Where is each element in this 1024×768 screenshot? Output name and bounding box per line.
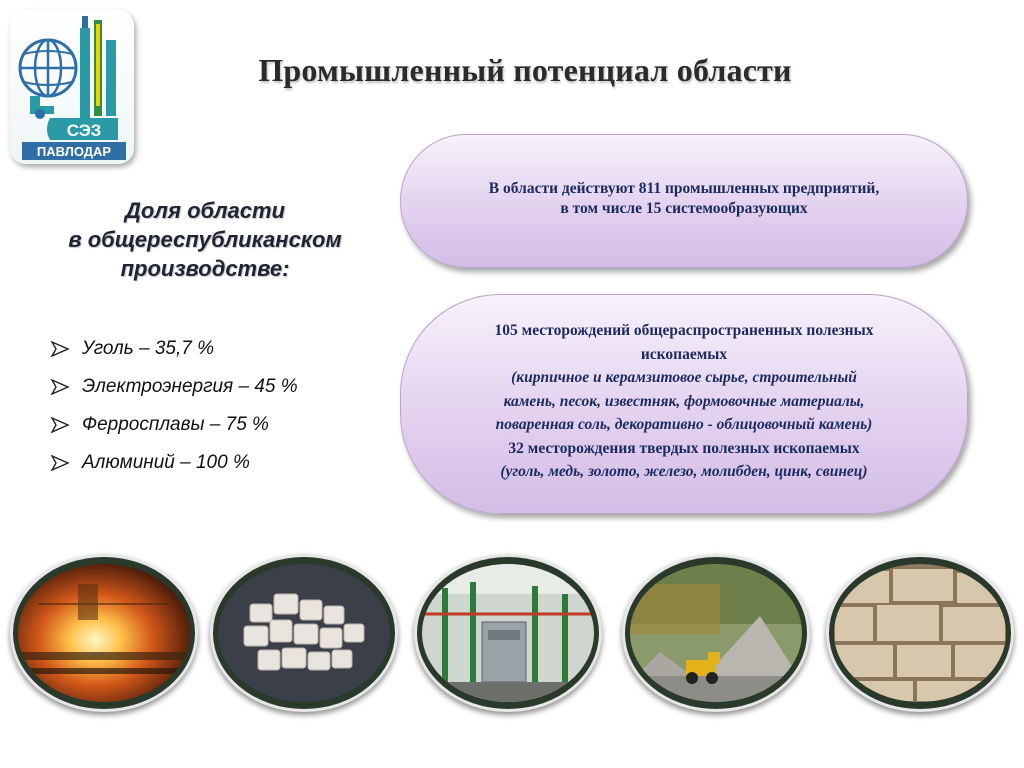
gravel-loader-photo [622,554,810,712]
molten-metal-photo [10,554,198,712]
logo-emblem-icon [10,10,134,164]
salt-crystals-image [218,564,390,702]
deposits-callout [400,294,968,514]
share-list [50,330,298,482]
list-item [50,406,298,444]
enterprises-callout [400,134,968,268]
share-item-label: Алюминий – 100 % [82,452,250,473]
deposits-text-line: 32 месторождения твердых полезных ископаемых [508,439,860,457]
gravel-loader-image [630,564,802,702]
salt-crystals-photo [210,554,398,712]
share-item-label: Электроэнергия – 45 % [82,376,298,397]
share-heading-line: в общереспубликанском [68,227,342,252]
deposits-text-line: поваренная соль, декоративно - облицовочный камень) [495,416,873,433]
slide-title: Промышленный потенциал области [258,52,792,88]
deposits-text-line: камень, песок, известняк, формовочные материалы, [503,392,865,410]
arrowhead-bullet-icon [50,341,72,357]
enterprises-text-line: В области действуют 811 промышленных предприятий, [488,180,880,197]
list-item [50,444,298,482]
share-item-label: Ферросплавы – 75 % [82,414,269,435]
list-item [50,368,298,406]
industrial-plant-photo [414,554,602,712]
deposits-text-line: ископаемых [640,345,728,363]
industrial-plant-image [422,564,594,702]
molten-metal-image [18,564,190,702]
share-heading-line: производстве: [120,256,290,281]
list-item [50,330,298,368]
arrowhead-bullet-icon [50,455,72,471]
deposits-text-line: 105 месторождений общераспространенных полезных [494,322,874,339]
arrowhead-bullet-icon [50,379,72,395]
share-item-label: Уголь – 35,7 % [82,338,215,359]
stone-blocks-image [834,564,1006,702]
share-heading [20,196,390,283]
logo-abbr-text: СЭЗ [66,121,102,140]
deposits-text-line: (кирпичное и керамзитовое сырье, строительный [511,369,857,386]
deposits-text-line: (уголь, медь, золото, железо, молибден, цинк, свинец) [500,463,868,480]
enterprises-text-line: в том числе 15 системообразующих [560,200,808,217]
logo-city-text: ПАВЛОДАР [36,144,112,159]
arrowhead-bullet-icon [50,417,72,433]
sez-pavlodar-logo [10,10,134,164]
share-heading-line: Доля области [124,198,285,223]
stone-blocks-photo [826,554,1014,712]
